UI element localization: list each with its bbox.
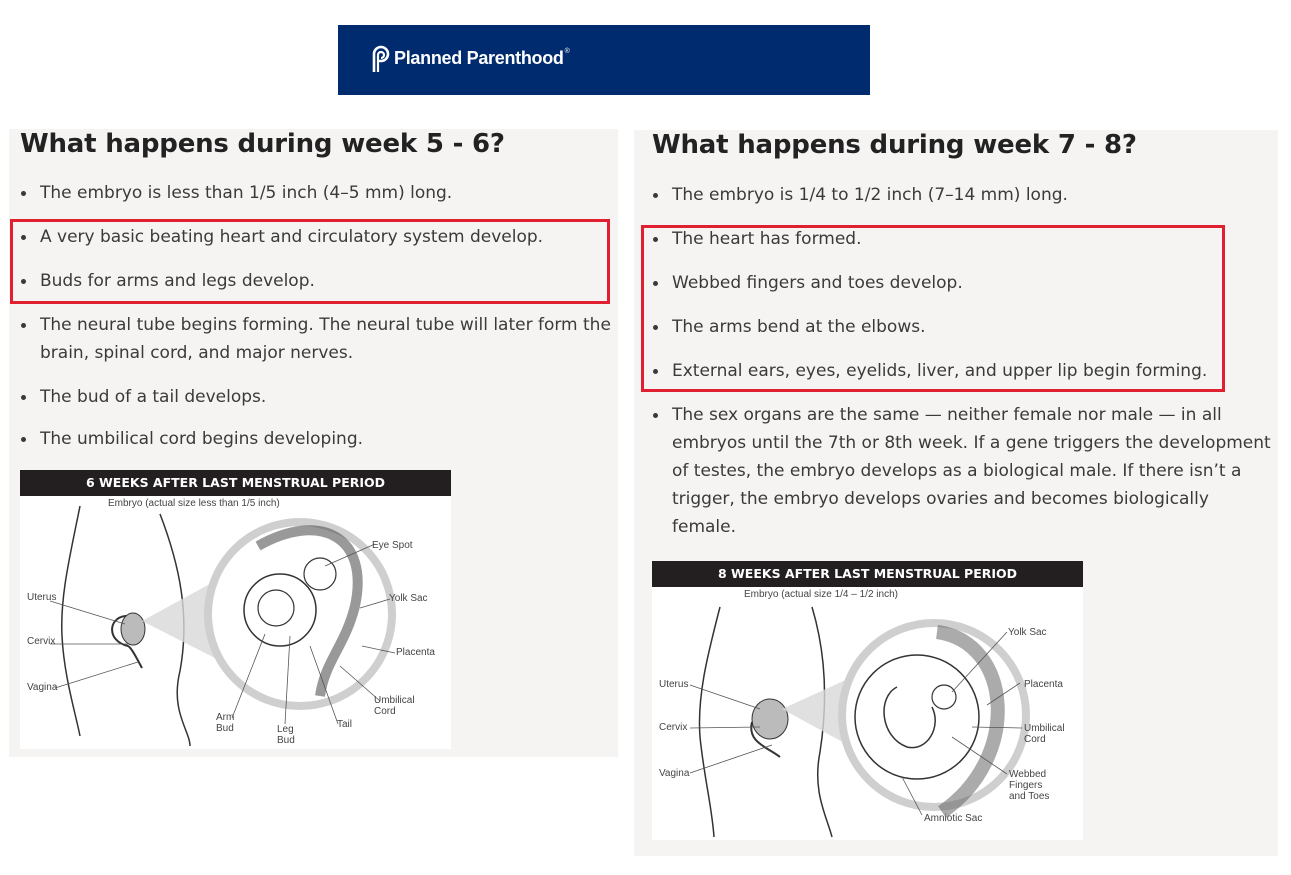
list-item-continuation: of testes, the embryo develops as a biological male. If there isn’t a: [672, 461, 1242, 481]
diagram-caption: Embryo (actual size 1/4 – 1/2 inch): [744, 589, 898, 600]
uterus-label: Uterus: [27, 592, 57, 603]
list-item-continuation: brain, spinal cord, and major nerves.: [40, 343, 354, 363]
week-8-diagram: [652, 561, 1083, 840]
amniotic-sac-label: Amniotic Sac: [924, 813, 983, 824]
list-item: The bud of a tail develops.: [20, 383, 266, 411]
week-6-diagram: [20, 470, 451, 749]
list-item-continuation: trigger, the embryo develops ovaries and becomes biologically: [672, 489, 1209, 509]
uterus-label: Uterus: [659, 679, 689, 690]
week-7-8-heading: What happens during week 7 - 8?: [652, 130, 1137, 160]
week-6-illustration: [20, 496, 451, 749]
umbilical-cord-label-2: Cord: [374, 706, 396, 717]
tail-label: Tail: [337, 719, 353, 730]
arm-bud-label-2: Bud: [216, 723, 234, 734]
list-item: External ears, eyes, eyelids, liver, and upper lip begin forming.: [652, 357, 1207, 385]
list-item-continuation: embryos until the 7th or 8th week. If a gene triggers the development: [672, 433, 1271, 453]
list-item: The heart has formed.: [652, 225, 861, 253]
list-item: A very basic beating heart and circulatory system develop.: [20, 223, 543, 251]
yolk-sac-label: Yolk Sac: [389, 593, 428, 604]
webbed-label: Webbed: [1009, 769, 1047, 780]
cervix-label: Cervix: [659, 722, 688, 733]
cervix-label: Cervix: [27, 636, 56, 647]
umbilical-cord-label-2: Cord: [1024, 734, 1046, 745]
arm-bud-label: Arm: [216, 712, 235, 723]
umbilical-cord-label: Umbilical: [374, 695, 415, 706]
list-item: The umbilical cord begins developing.: [20, 425, 363, 453]
yolk-sac-label: Yolk Sac: [1008, 627, 1047, 638]
umbilical-cord-label: Umbilical: [1024, 723, 1065, 734]
leg-bud-label: Leg: [277, 724, 294, 735]
eye-spot-label: Eye Spot: [372, 540, 413, 551]
list-item: The embryo is 1/4 to 1/2 inch (7–14 mm) long.: [652, 181, 1068, 209]
placenta-label: Placenta: [396, 647, 435, 658]
planned-parenthood-logo-icon: [370, 45, 392, 73]
diagram-title: 6 WEEKS AFTER LAST MENSTRUAL PERIOD: [20, 470, 451, 496]
diagram-caption: Embryo (actual size less than 1/5 inch): [108, 498, 280, 509]
diagram-title: 8 WEEKS AFTER LAST MENSTRUAL PERIOD: [652, 561, 1083, 587]
vagina-label: Vagina: [659, 768, 690, 779]
vagina-label: Vagina: [27, 682, 58, 693]
list-item: Webbed fingers and toes develop.: [652, 269, 963, 297]
week-8-illustration: [652, 587, 1083, 840]
placenta-label: Placenta: [1024, 679, 1063, 690]
webbed-label-2: Fingers: [1009, 780, 1043, 791]
list-item: The sex organs are the same — neither female nor male — in all: [652, 401, 1222, 429]
list-item: The neural tube begins forming. The neural tube will later form the: [20, 311, 611, 339]
leg-bud-label-2: Bud: [277, 735, 295, 746]
list-item-continuation: female.: [672, 517, 737, 537]
list-item: The arms bend at the elbows.: [652, 313, 926, 341]
highlight-box-week-7-8: [641, 225, 1225, 392]
logo-text: Planned Parenthood®: [394, 48, 570, 68]
list-item: The embryo is less than 1/5 inch (4–5 mm) long.: [20, 179, 452, 207]
list-item: Buds for arms and legs develop.: [20, 267, 315, 295]
webbed-label-3: and Toes: [1009, 791, 1050, 802]
highlight-box-week-5-6: [10, 219, 610, 304]
planned-parenthood-logo: [338, 25, 870, 95]
week-5-6-heading: What happens during week 5 - 6?: [20, 129, 505, 159]
